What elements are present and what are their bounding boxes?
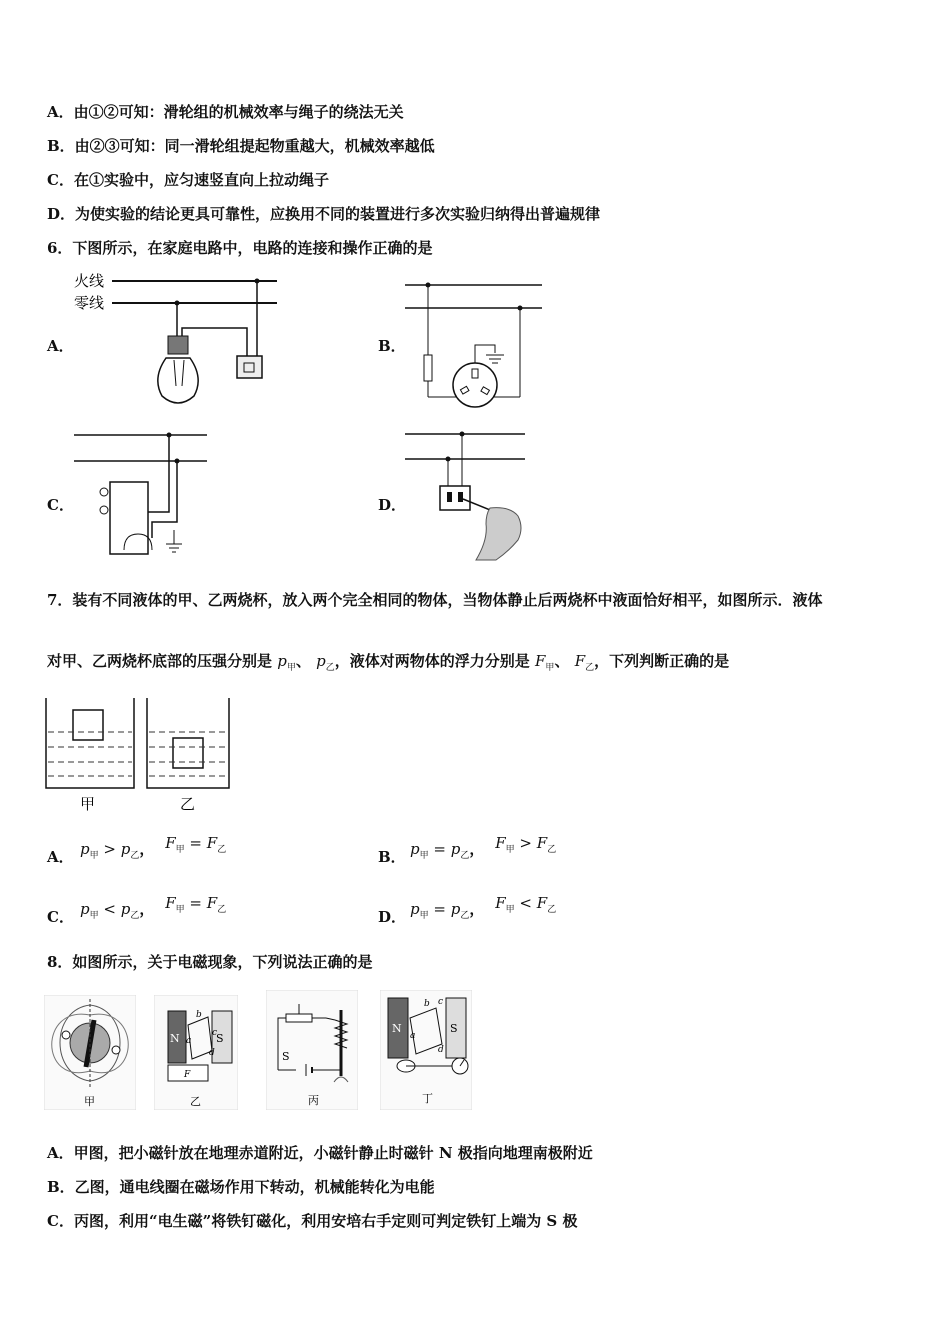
q7-label-c: C． [47, 908, 74, 926]
beaker-yi [147, 698, 229, 813]
beaker-jia-label: 甲 [80, 795, 96, 813]
svg-text:b: b [196, 1010, 202, 1020]
fig-yi-label: 乙 [190, 1095, 201, 1108]
q6-figure-a [72, 268, 287, 413]
q7-option-a: $p_甲 > p_乙$， $F_甲 = F_乙$ [80, 834, 227, 861]
q5-option-c: C．在①实验中，应匀速竖直向上拉动绳子 [47, 171, 329, 189]
svg-text:d: d [438, 1045, 444, 1055]
svg-text:b: b [424, 999, 430, 1009]
q6-figure-d [400, 428, 535, 563]
q8-figure-yi [154, 995, 238, 1110]
q7-label-a: A． [47, 848, 74, 866]
q6-stem: 6．下图所示，在家庭电路中，电路的连接和操作正确的是 [47, 239, 433, 257]
q7-option-c: $p_甲 < p_乙$， $F_甲 = F_乙$ [80, 894, 227, 921]
q5-option-b: B．由②③可知：同一滑轮组提起物重越大，机械效率越低 [47, 137, 435, 155]
f-yi-symbol: $F_乙$ [574, 652, 595, 673]
q6-label-d: D． [378, 496, 407, 514]
svg-text:F: F [184, 1070, 191, 1080]
q8-option-a: A．甲图，把小磁针放在地理赤道附近，小磁针静止时磁针 N 极指向地理南极附近 [47, 1144, 593, 1162]
q8-stem: 8．如图所示，关于电磁现象，下列说法正确的是 [47, 953, 373, 971]
q6-label-a: A． [47, 337, 74, 355]
beaker-yi-label: 乙 [180, 795, 196, 813]
svg-text:c: c [212, 1028, 218, 1038]
q7-option-b: $p_甲 = p_乙$， $F_甲 > F_乙$ [410, 834, 557, 861]
q8-option-b: B．乙图，通电线圈在磁场作用下转动，机械能转化为电能 [47, 1178, 435, 1196]
magnet-n-label: N [170, 1032, 180, 1045]
q7-stem-line1: 7．装有不同液体的甲、乙两烧杯，放入两个完全相同的物体，当物体静止后两烧杯中液面恰好相平，如图所示．液体 [47, 591, 823, 609]
magnet-s-label: S [216, 1032, 224, 1045]
q8-figure-jia [44, 995, 136, 1110]
svg-text:d: d [209, 1048, 215, 1058]
q7-beakers-figure [40, 692, 240, 817]
svg-text:c: c [438, 997, 444, 1007]
q5-option-d: D．为使实验的结论更具可靠性，应换用不同的装置进行多次实验归纳得出普遍规律 [47, 205, 601, 223]
q5-option-a: A．由①②可知：滑轮组的机械效率与绳子的绕法无关 [47, 103, 404, 121]
q8-option-c: C．丙图，利用“电生磁”将铁钉磁化，利用安培右手定则可判定铁钉上端为 S 极 [47, 1212, 578, 1230]
q7-option-d: $p_甲 = p_乙$， $F_甲 < F_乙$ [410, 894, 557, 921]
q6-figure-c [72, 430, 212, 562]
switch-s-label: S [282, 1050, 290, 1063]
fire-wire-label: 火线 [74, 272, 105, 290]
p-jia-symbol: $p_甲$ [277, 652, 296, 673]
svg-text:a: a [186, 1036, 192, 1046]
q6-label-b: B． [378, 337, 406, 355]
q6-figure-b [400, 275, 550, 415]
beaker-jia [46, 698, 134, 813]
p-yi-symbol: $p_乙$ [316, 652, 335, 673]
magnet-s-label-ding: S [450, 1022, 458, 1035]
magnet-n-label-ding: N [392, 1022, 402, 1035]
q7-stem-line2: 对甲、乙两烧杯底部的压强分别是 $p_甲$、 $p_乙$，液体对两物体的浮力分别是 $F_甲$、 $F_乙$，下列判断正确的是 [47, 652, 730, 673]
q8-figure-bing [266, 990, 358, 1110]
q8-figure-ding [380, 990, 472, 1110]
fig-ding-label: 丁 [422, 1092, 433, 1105]
svg-text:a: a [410, 1031, 416, 1041]
f-jia-symbol: $F_甲$ [535, 652, 555, 673]
q7-label-b: B． [378, 848, 406, 866]
q7-label-d: D． [378, 908, 407, 926]
fig-jia-label: 甲 [84, 1095, 95, 1108]
q6-label-c: C． [47, 496, 74, 514]
fig-bing-label: 丙 [308, 1094, 319, 1107]
neutral-wire-label: 零线 [74, 294, 105, 312]
